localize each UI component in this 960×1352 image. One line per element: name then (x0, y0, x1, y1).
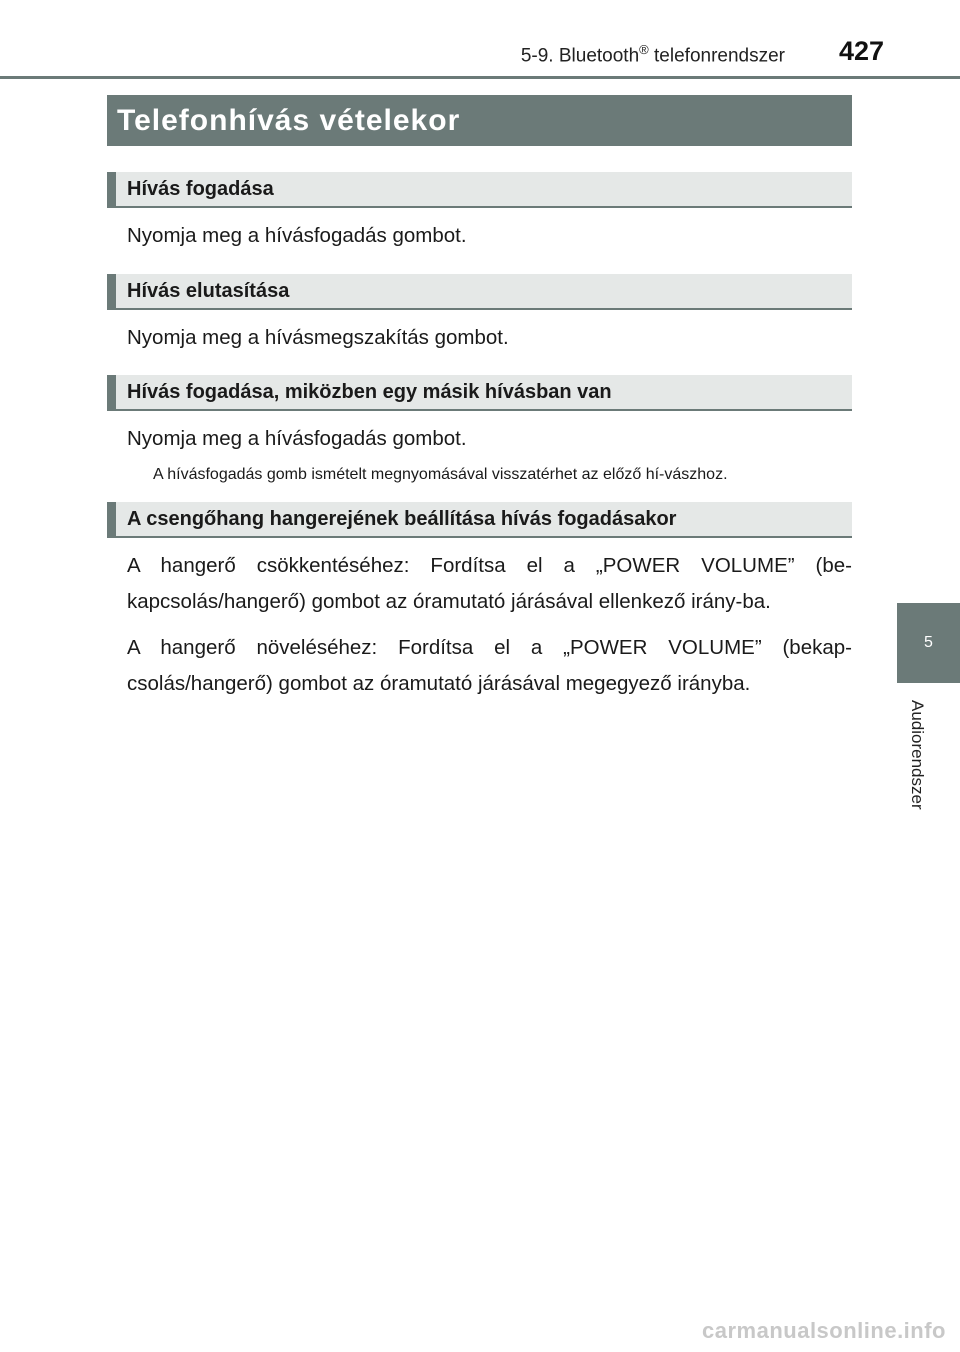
section-body-call-waiting: Nyomja meg a hívásfogadás gombot. (127, 427, 467, 450)
section-heading-ringtone-volume: A csengőhang hangerejének beállítása hívás fogadásakor (107, 502, 852, 538)
header-section-suffix: telefonrendszer (648, 45, 785, 67)
header-divider (0, 76, 960, 79)
running-header (521, 42, 785, 67)
section-heading-reject-call: Hívás elutasítása (107, 274, 852, 310)
section-heading-call-waiting: Hívás fogadása, miközben egy másik hívásban van (107, 375, 852, 411)
section-body-accept-call: Nyomja meg a hívásfogadás gombot. (127, 224, 467, 247)
page-number: 427 (838, 36, 884, 66)
section-heading-accept-call: Hívás fogadása (107, 172, 852, 208)
header-section-prefix: 5-9. Bluetooth (520, 45, 640, 67)
chapter-number: 5 (924, 634, 933, 651)
section-note-call-waiting: A hívásfogadás gomb ismételt megnyomásával visszatérhet az előző hí-vászhoz. (153, 466, 728, 483)
page-title: Telefonhívás vételekor (107, 95, 852, 146)
watermark: carmanualsonline.info (702, 1318, 946, 1343)
chapter-tab (897, 603, 960, 683)
section-body-reject-call: Nyomja meg a hívásmegszakítás gombot. (127, 326, 509, 349)
section-body-volume-down: A hangerő csökkentéséhez: Fordítsa el a „POWER VOLUME” (be-kapcsolás/hangerő) gombot az óramutató járásával ellenkező irány-ba. (127, 554, 852, 613)
section-body-volume-up: A hangerő növeléséhez: Fordítsa el a „POWER VOLUME” (bekap-csolás/hangerő) gombot az óramutató járásával megegyező irányba. (127, 636, 852, 695)
chapter-label: Audiorendszer (908, 700, 927, 810)
main-content (107, 172, 852, 702)
registered-mark: ® (639, 42, 649, 57)
